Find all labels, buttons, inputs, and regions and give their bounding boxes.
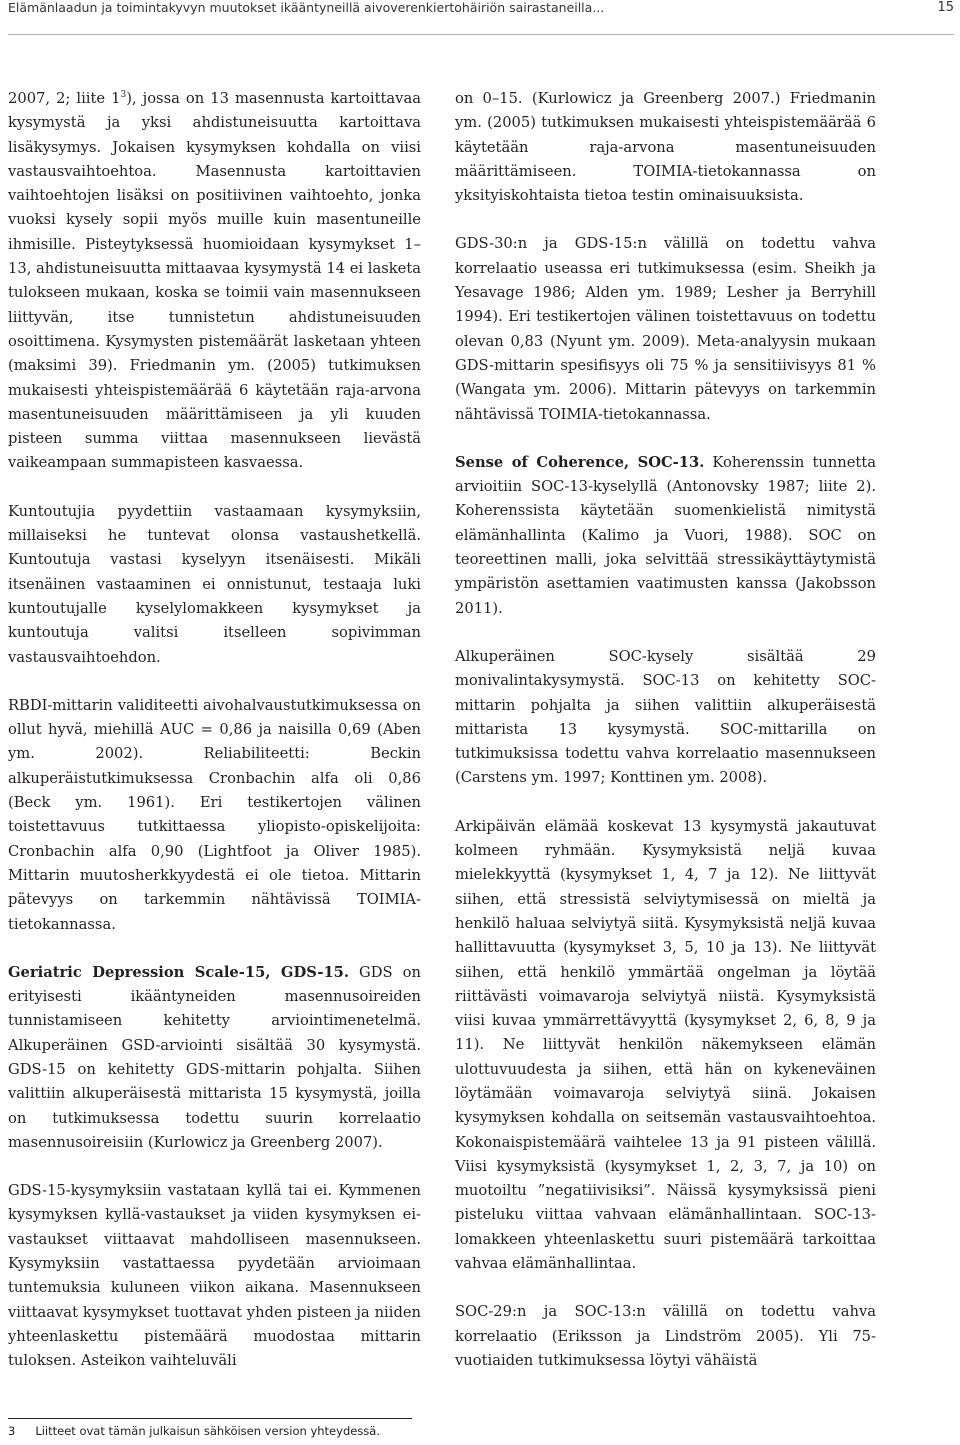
footnote-divider [8,1418,412,1419]
section-heading-gds15: Geriatric Depression Scale-15, GDS-15. [8,963,349,981]
paragraph: SOC-29:n ja SOC-13:n välillä on todettu vahva korrelaatio (Eriksson ja Lindström 2005). Yli 75-vuotiaiden tutkimuksessa löytyi vähäistä [455,1303,876,1369]
paragraph: RBDI-mittarin validiteetti aivohalvaustutkimuksessa on ollut hyvä, miehillä AUC = 0,86 ja naisilla 0,69 (Aben ym. 2002). Reliabiliteetti: Beckin alkuperäistutkimuksessa Cronbachin alfa oli 0,86 (Beck ym. 1961). Eri testikertojen välinen toistettavuus tutkittaessa yliopisto-opiskelijoita: Cronbachin alfa 0,90 (Lightfoot ja Oliver 1985). Mittarin muutosherkkyydestä ei ole tietoa. Mittarin pätevyys on tarkemmin nähtävissä TOIMIA-tietokannassa. [8,696,421,933]
paragraph: Arkipäivän elämää koskevat 13 kysymystä jakautuvat kolmeen ryhmään. Kysymyksistä neljä kuvaa mielekkyyttä (kysymykset 1, 4, 7 ja 12). Ne liittyvät siihen, että stressistä selviytymisessä on mieltä ja henkilö haluaa selviytyä siitä. Kysymyksistä neljä kuvaa hallittavuutta (kysymykset 3, 5, 10 ja 13). Ne liittyvät siihen, että henkilö ymmärtää ongelman ja löytää riittävästi voimavaroja selviytyä niistä. Kysymyksistä viisi kuvaa ymmärrettävyyttä (kysymykset 2, 6, 8, 9 ja 11). Ne liittyvät henkilön näkemykseen elämän ulottuvuudesta ja siihen, että hän on kykeneväinen löytämään voimavaroja selviytyä siinä. Jokaisen kysymyksen kohdalla on seitsemän vastausvaihtoehtoa. Kokonaispistemäärä vaihtelee 13 ja 91 pisteen välillä. Viisi kysymyksistä (kysymykset 1, 2, 3, 7, ja 10) on muotoiltu ”negatiivisiksi”. Näissä kysymyksissä pieni pisteluku viittaa vahvaan elämänhallintaan. SOC-13-lomakkeen yhteenlaskettu suuri pistemäärä tarkoittaa vahvaa elämänhallintaa. [455,817,876,1273]
paragraph: Kuntoutujia pyydettiin vastaamaan kysymyksiin, millaiseksi he tuntevat olonsa vastaushetkellä. Kuntoutuja vastasi kyselyyn itsenäisesti. Mikäli itsenäinen vastaaminen ei onnistunut, testaaja luki kuntoutujalle kyselylomakkeen kysymykset ja kuntoutuja valitsi itselleen sopivimman vastausvaihtoehdon. [8,502,421,666]
running-title: Elämänlaadun ja toimintakyvyn muutokset ikääntyneillä aivoverenkiertohäiriön sairastaneilla... [8,0,605,15]
paragraph: Geriatric Depression Scale-15, GDS-15. GDS on erityisesti ikääntyneiden masennusoireiden tunnistamiseen kehitetty arviointimenetelmä. Alkuperäinen GSD-arviointi sisältää 30 kysymystä. GDS-15 on kehitetty GDS-mittarin pohjalta. Siihen valittiin alkuperäisestä mittarista 15 kysymystä, joilla on tutkimuksessa todettu suurin korrelaatio masennusoireisiin (Kurlowicz ja Greenberg 2007). [8,963,421,1151]
left-column [8,87,421,1374]
paragraph: on 0–15. (Kurlowicz ja Greenberg 2007.) Friedmanin ym. (2005) tutkimuksen mukaisesti yhteispistemäärää 6 käytetään raja-arvona masentuneisuuden määrittämiseen. TOIMIA-tietokannassa on yksityiskohtaista tietoa testin ominaisuuksista. [455,90,876,205]
footnote-number: 3 [8,1424,16,1438]
page-number: 15 [937,0,954,15]
running-header [8,0,954,35]
paragraph: Alkuperäinen SOC-kysely sisältää 29 monivalintakysymystä. SOC-13 on kehitetty SOC-mittarin pohjalta ja siihen valittiin alkuperäisestä mittarista 13 kysymystä. SOC-mittarilla on tutkimuksissa todettu vahva korrelaatio masennukseen (Carstens ym. 1997; Konttinen ym. 2008). [455,647,876,787]
paragraph: GDS-30:n ja GDS-15:n välillä on todettu vahva korrelaatio useassa eri tutkimuksessa (esim. Sheikh ja Yesavage 1986; Alden ym. 1989; Lesher ja Berryhill 1994). Eri testikertojen välinen toistettavuus on todettu olevan 0,83 (Nyunt ym. 2009). Meta-analyysin mukaan GDS-mittarin spesifisyys oli 75 % ja sensitiivisyys 81 % (Wangata ym. 2006). Mittarin pätevyys on tarkemmin nähtävissä TOIMIA-tietokannassa. [455,235,876,423]
footnote-text: Liitteet ovat tämän julkaisun sähköisen version yhteydessä. [35,1424,381,1438]
right-column [455,87,876,1373]
paragraph: GDS-15-kysymyksiin vastataan kyllä tai ei. Kymmenen kysymyksen kyllä-vastaukset ja viiden kysymyksen ei-vastaukset viittaavat mahdolliseen masennukseen. Kysymyksiin vastattaessa pyydetään arvioimaan tuntemuksia kuluneen viikon aikana. Masennukseen viittaavat kysymykset tuottavat yhden pisteen ja niiden yhteenlaskettu pistemäärä muodostaa mittarin tuloksen. Asteikon vaihteluväli [8,1182,421,1370]
footnote-ref: 3 [120,90,127,101]
section-heading-soc13: Sense of Coherence, SOC-13. [455,453,705,471]
paragraph: 2007, 2; liite $1^3$), jossa on 13 masennusta kartoittavaa kysymystä ja yksi ahdistuneisuutta kartoittava lisäkysymys. Jokaisen kysymyksen kohdalla on viisi vastausvaihtoehtoa. Masennusta kartoittavien vaihtoehtojen lisäksi on positiivinen vaihtoehto, jonka vuoksi kysely sopii myös muille kuin masentuneille ihmisille. Pisteytyksessä huomioidaan kysymykset 1–13, ahdistuneisuutta mittaavaa kysymystä 14 ei lasketa tulokseen mukaan, koska se toimii vain masennukseen liittyvän, itse tunnistetun ahdistuneisuuden osoittimena. Kysymysten pistemäärät lasketaan yhteen (maksimi 39). Friedmanin ym. (2005) tutkimuksen mukaisesti yhteispistemäärää 6 käytetään raja-arvona masentuneisuuden määrittämiseen ja yli kuuden pisteen summa viittaa masennukseen lievästä vaikeampaan summapisteen kasvaessa. [8,90,421,472]
paragraph: Sense of Coherence, SOC-13. Koherenssin tunnetta arvioitiin SOC-13-kyselyllä (Antonovsky 1987; liite 2). Koherenssista käytetään suomenkielistä nimitystä elämänhallinta (Kalimo ja Vuori, 1988). SOC on teoreettinen malli, joka selvittää stressikäyttäytymistä ympäristön asettamien vaatimusten kanssa (Jakobsson 2011). [455,453,876,617]
footnote [8,1424,428,1438]
